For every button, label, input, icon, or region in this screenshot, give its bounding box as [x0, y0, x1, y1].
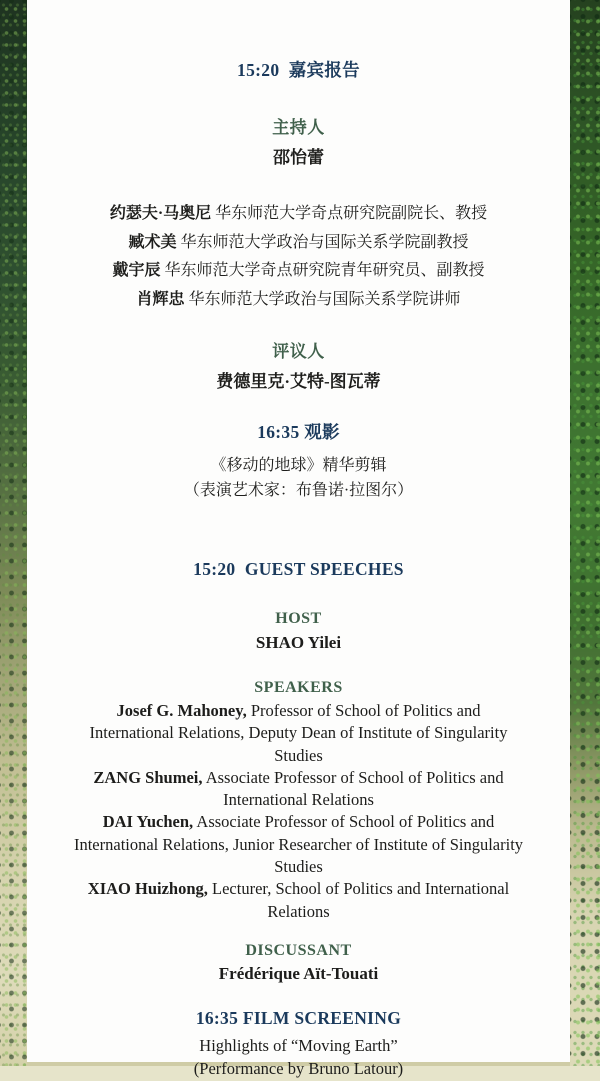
forest-photo-left-edge: [0, 0, 27, 1066]
film-performer-en: (Performance by Bruno Latour): [193, 1059, 404, 1079]
speaker-name-en: ZANG Shumei,: [93, 767, 203, 787]
host-name-zh: 邵怡蕾: [273, 148, 324, 167]
host-label-en: HOST: [275, 610, 322, 627]
speaker-title-en: Lecturer, School of Politics and International Relations: [207, 879, 510, 921]
program-section-chinese: [27, 57, 570, 503]
speaker-list-zh: [27, 200, 570, 314]
speaker-name-en: XIAO Huizhong,: [87, 879, 208, 899]
speaker-entry-en: [73, 811, 525, 878]
program-section-english: [27, 559, 570, 1081]
speaker-title-en: Professor of School of Politics and International Relations, Deputy Dean of Institute of Singularity Studies: [89, 701, 508, 765]
speaker-name-en: Josef G. Mahoney,: [116, 701, 247, 720]
speaker-entry-en: [73, 878, 525, 923]
speaker-name-zh: 戴宇辰: [112, 262, 161, 279]
speaker-name-zh: 约瑟夫·马奥尼: [109, 205, 212, 222]
speaker-name-en: DAI Yuchen,: [102, 812, 194, 832]
speaker-title-zh: 华东师范大学政治与国际关系学院副教授: [176, 233, 469, 251]
speaker-entry-zh: [27, 286, 570, 315]
speaker-list-en: [73, 700, 525, 923]
speaker-entry-en: [73, 700, 525, 767]
session-title-film-zh: 16:35 观影: [257, 422, 340, 442]
discussant-name-en: Frédérique Aït-Touati: [218, 963, 379, 983]
host-name-en: SHAO Yilei: [255, 633, 342, 652]
session-title-film-screening-en: 16:35 FILM SCREENING: [195, 1007, 402, 1028]
speaker-entry-zh: [27, 229, 570, 258]
discussant-label-en: DISCUSSANT: [245, 941, 352, 959]
film-title-en: Highlights of “Moving Earth”: [199, 1035, 398, 1055]
session-title-guest-speeches-en: 15:20 GUEST SPEECHES: [193, 559, 404, 579]
speaker-title-zh: 华东师范大学奇点研究院青年研究员、副教授: [160, 262, 485, 279]
discussant-name-zh: 费德里克·艾特-图瓦蒂: [216, 372, 381, 391]
speaker-title-en: Associate Professor of School of Politics and International Relations: [202, 767, 504, 810]
speaker-name-zh: 肖辉忠: [136, 290, 185, 308]
speaker-entry-en: [73, 767, 525, 812]
film-performer-zh: （表演艺术家：布鲁诺·拉图尔）: [183, 482, 414, 499]
discussant-label-zh: 评议人: [272, 342, 325, 361]
forest-photo-right-edge: [570, 0, 600, 1066]
speaker-title-zh: 华东师范大学奇点研究院副院长、教授: [211, 205, 488, 222]
host-label-zh: 主持人: [272, 118, 325, 137]
speakers-label-en: SPEAKERS: [254, 679, 343, 696]
speaker-entry-zh: [27, 257, 570, 286]
speaker-title-zh: 华东师范大学政治与国际关系学院讲师: [184, 290, 461, 308]
speaker-entry-zh: [27, 200, 570, 229]
session-title-guest-report-zh: 15:20 嘉宾报告: [237, 60, 360, 80]
speaker-name-zh: 臧术美: [128, 233, 177, 251]
program-panel: [27, 0, 570, 1079]
film-title-zh: 《移动的地球》精华剪辑: [210, 457, 387, 474]
speaker-title-en: Associate Professor of School of Politics and International Relations, Junior Researcher of Institute of Singularity Studies: [73, 812, 524, 877]
